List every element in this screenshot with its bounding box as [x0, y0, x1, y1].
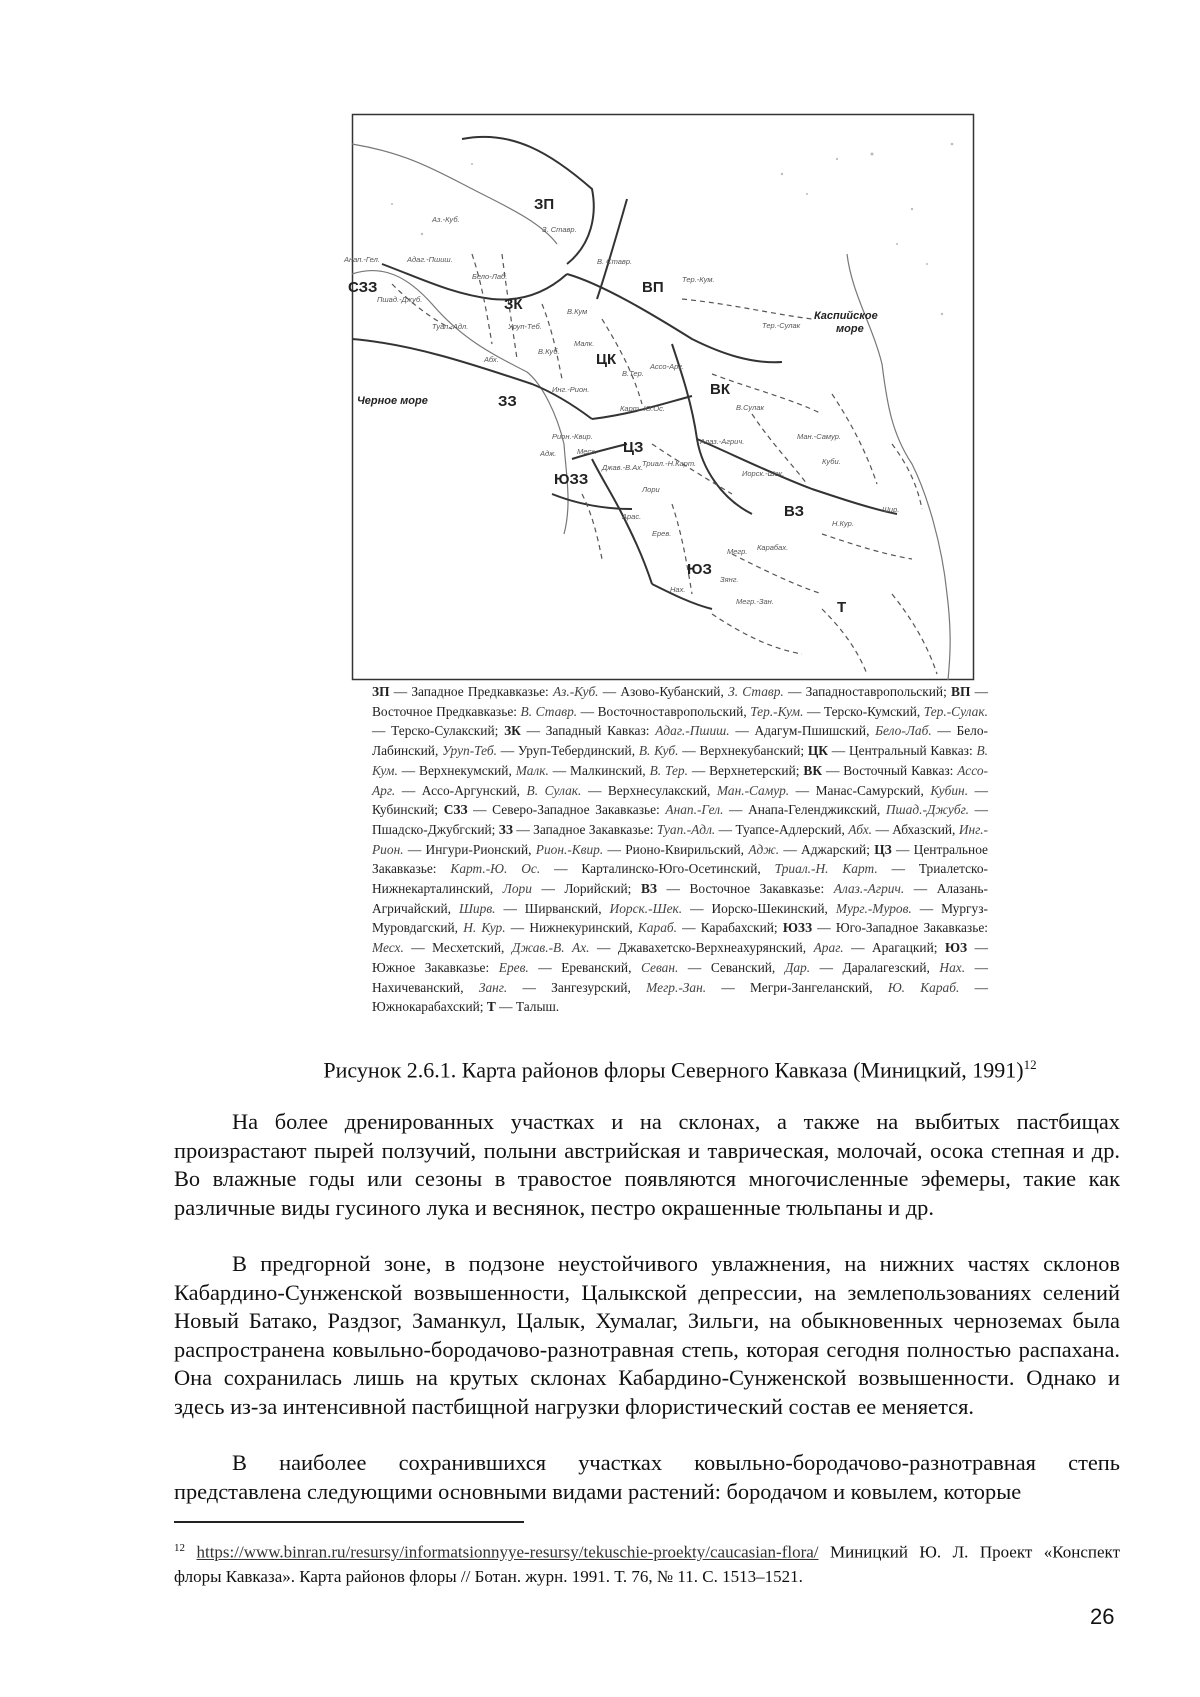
- paragraph-text: На более дренированных участках и на склонах, а также на выбитых пастбищах произрастают пырей ползучий, полыни австрийская и таврическая, молочай, осока степная и др. Во влажные годы или сезоны в травостое появляются многочисленные эфемеры, такие как различные виды гусиного лука и веснянок, пестро окрашенные тюльпаны и др.: [174, 1109, 1120, 1220]
- legend-text: — Азово-Кубанский,: [598, 684, 729, 699]
- legend-region-code: ЦЗ: [874, 841, 892, 857]
- flora-regions-map: [344, 114, 974, 680]
- legend-district-abbr: З. Ставр.: [728, 684, 784, 699]
- map-sub-label: Уруп-Теб.: [508, 322, 542, 331]
- legend-text: — Терско-Кумский,: [803, 703, 924, 719]
- map-sub-label: Месх.: [577, 447, 597, 456]
- legend-text: — Ереванский,: [528, 959, 641, 975]
- map-sub-label: З. Ставр.: [542, 225, 577, 234]
- map-sub-label: Триал.-Н.Карт.: [642, 459, 697, 468]
- legend-text: — Южное Закавказье:: [372, 940, 988, 975]
- map-sub-label: Туап.-Адл.: [432, 322, 469, 331]
- map-sub-label: Ерев.: [652, 529, 672, 538]
- legend-district-abbr: В. Тер.: [649, 762, 688, 778]
- legend-text: — Анапа-Геленджикский,: [723, 802, 886, 818]
- legend-district-abbr: Занг.: [478, 979, 508, 995]
- legend-district-abbr: Мегр.-Зан.: [646, 979, 707, 995]
- legend-text: — Мегри-Зангеланский,: [706, 979, 888, 995]
- map-sub-label: В.Сулак: [736, 403, 765, 412]
- map-label-vp: ВП: [642, 279, 664, 296]
- legend-district-abbr: Ю. Караб.: [887, 979, 960, 995]
- map-sub-label: Зянг.: [720, 575, 739, 584]
- footnote-link[interactable]: https://www.binran.ru/resursy/informatsionnyye-resursy/tekuschie-proekty/caucasian-flora/: [196, 1542, 819, 1562]
- legend-text: — Западный Кавказ:: [520, 723, 656, 739]
- legend-region-code: ЮЗЗ: [782, 920, 813, 936]
- legend-district-abbr: Месх.: [372, 940, 404, 956]
- legend-text: — Ассо-Аргунский,: [395, 782, 527, 798]
- legend-district-abbr: Иорск.-Шек.: [609, 900, 683, 916]
- map-sub-label: Аз.-Куб.: [432, 215, 460, 224]
- legend-district-abbr: Караб.: [637, 920, 677, 936]
- map-sub-label: Рион.-Квир.: [552, 432, 593, 441]
- legend-region-code: Т: [486, 999, 496, 1015]
- map-sub-label: Карабах.: [757, 543, 789, 552]
- legend-region-code: ВП: [951, 684, 971, 699]
- paragraph-text: В предгорной зоне, в подзоне неустойчивого увлажнения, на нижних частях склонов Кабардино-Сунженской возвышенности, Цалыкской депрессии, на землепользованиях селений Новый Батако, Раздзог, Заманкул, Цалык, Хумалаг, Зильги, на обыкновенных черноземах была распространена ковыльно-бородачово-разнотравная степь, которая сегодня полностью распахана. Она сохранилась лишь на крутых склонах Кабардино-Сунженской возвышенности. Однако и здесь из-за интенсивной пастбищной нагрузки флористический состав ее меняется.: [174, 1251, 1120, 1419]
- legend-text: — Уруп-Тебердинский,: [496, 743, 639, 759]
- map-label-zp: ЗП: [534, 196, 555, 213]
- legend-text: — Центральный Кавказ:: [828, 743, 977, 759]
- map-label-szz: СЗЗ: [348, 279, 378, 296]
- legend-text: — Манас-Самурский,: [789, 782, 931, 798]
- legend-text: — Даралагезский,: [810, 959, 940, 975]
- legend-text: — Восточный Кавказ:: [822, 762, 958, 778]
- map-sub-label: Тер.-Кум.: [682, 275, 715, 284]
- legend-text: — Восточное Предкавказье:: [372, 684, 989, 719]
- caption-text: Рисунок 2.6.1. Карта районов флоры Северного Кавказа (Миницкий, 1991): [323, 1057, 1024, 1083]
- legend-district-abbr: Рион.-Квир.: [535, 841, 604, 857]
- map-sub-label: Шир.: [882, 505, 900, 514]
- map-label-t: Т: [837, 599, 847, 616]
- map-sub-label: Пшад.-Джуб.: [377, 295, 423, 304]
- paragraph-text: В наиболее сохранившихся участках ковыльно-бородачово-разнотравная степь представлена следующими основными видами растений: бородачом и ковылем, которые: [174, 1450, 1120, 1504]
- legend-text: — Западное Закавказье:: [512, 821, 657, 837]
- legend-district-abbr: В. Куб.: [638, 743, 679, 759]
- legend-text: — Малкинский,: [548, 762, 650, 778]
- map-sub-label: Адж.: [540, 449, 557, 458]
- legend-district-abbr: Тер.-Сулак.: [923, 703, 988, 719]
- map-sub-label: Тер.-Сулак: [762, 321, 801, 330]
- map-sub-label: Арас.: [622, 512, 642, 521]
- map-label-yuzz: ЮЗЗ: [554, 471, 589, 488]
- legend-text: — Верхнетерский;: [687, 762, 804, 778]
- legend-text: — Юго-Западное Закавказье:: [812, 920, 988, 936]
- paragraph-2: [174, 1250, 1120, 1422]
- legend-text: — Восточное Закавказье:: [656, 881, 834, 897]
- paragraph-1: [174, 1108, 1120, 1222]
- footnote-mark: 12: [174, 1542, 185, 1554]
- legend-district-abbr: Тер.-Кум.: [750, 703, 804, 719]
- map-sub-label: Иорск.-Шек.: [742, 469, 785, 478]
- legend-region-code: ВЗ: [640, 881, 657, 897]
- legend-district-abbr: Алаз.-Агрич.: [833, 881, 905, 897]
- legend-text: — Ширванский,: [495, 900, 610, 916]
- legend-district-abbr: Абх.: [848, 821, 873, 837]
- map-sub-label: Бело-Лаб.: [472, 272, 508, 281]
- legend-district-abbr: Нах.: [939, 959, 966, 975]
- legend-text: — Северо-Западное Закавказье:: [467, 802, 666, 818]
- legend-text: — Бело-Лабинский,: [372, 723, 988, 759]
- legend-text: — Абхазский,: [872, 821, 959, 837]
- legend-text: — Пшадско-Джубгский;: [372, 802, 988, 837]
- footnote-separator: [174, 1521, 524, 1523]
- legend-text: — Туапсе-Адлерский,: [715, 821, 849, 837]
- legend-district-abbr: Севан.: [640, 959, 679, 975]
- legend-district-abbr: Адаг.-Пшиш.: [655, 723, 730, 739]
- legend-district-abbr: Араг.: [813, 940, 844, 956]
- footnote-text: Миницкий Ю. Л. Проект «Конспект флоры Кавказа». Карта районов флоры // Ботан. журн. 1991. Т. 76, № 11. С. 1513–1521.: [174, 1542, 1121, 1586]
- legend-district-abbr: В. Кум.: [372, 743, 988, 778]
- legend-text: — Восточноставропольский,: [577, 703, 751, 719]
- map-sub-label: Абх.: [484, 355, 499, 364]
- legend-district-abbr: Дар.: [784, 959, 811, 975]
- map-sub-label: В. Ставр.: [597, 257, 633, 266]
- legend-district-abbr: Джав.-В. Ах.: [511, 940, 590, 956]
- map-sub-label: В.Кум: [567, 307, 588, 316]
- legend-district-abbr: Уруп-Теб.: [442, 743, 497, 759]
- map-label-ck: ЦК: [596, 351, 617, 368]
- legend-district-abbr: Кубин.: [930, 782, 969, 798]
- map-label-zz: ЗЗ: [498, 393, 517, 410]
- map-label-caspian-sea-2: море: [836, 323, 864, 335]
- map-sub-label: Карт.-Ю.Ос.: [620, 404, 665, 413]
- legend-text: — Западноставропольский;: [783, 684, 952, 699]
- legend-text: — Джавахетско-Верхнеахурянский,: [589, 940, 814, 956]
- map-sub-label: Куби.: [822, 457, 841, 466]
- legend-text: — Терско-Сулакский;: [372, 723, 505, 739]
- legend-text: — Нахичеванский,: [372, 959, 989, 995]
- legend-text: — Алазань-Агричайский,: [372, 881, 988, 916]
- legend-text: — Адагум-Пшишский,: [729, 723, 876, 739]
- map-sub-label: Инг.-Рион.: [552, 385, 590, 394]
- map-sub-label: Н.Кур.: [832, 519, 854, 528]
- legend-text: — Иорско-Шекинский,: [682, 900, 836, 916]
- legend-text: — Арагацкий;: [843, 940, 945, 956]
- map-label-black-sea: Черное море: [357, 395, 428, 407]
- map-label-caspian-sea: Каспийское: [814, 310, 878, 322]
- map-sub-label: Мегр.: [727, 547, 748, 556]
- legend-district-abbr: Малк.: [515, 762, 549, 778]
- legend-text: — Южнокарабахский;: [372, 979, 989, 1015]
- legend-text: — Центральное Закавказье:: [372, 841, 988, 877]
- legend-text: — Аджарский;: [779, 841, 875, 857]
- legend-district-abbr: Н. Кур.: [463, 920, 506, 936]
- legend-district-abbr: Лори: [502, 881, 532, 897]
- legend-district-abbr: Мург.-Муров.: [835, 900, 912, 916]
- figure-caption: [180, 1051, 1180, 1084]
- legend-district-abbr: Ман.-Самур.: [716, 782, 790, 798]
- legend-region-code: ЗП: [372, 684, 390, 699]
- map-sub-label: Алаз.-Агрич.: [700, 437, 745, 446]
- legend-district-abbr: Пшад.-Джубг.: [885, 802, 969, 818]
- legend-text: — Севанский,: [678, 959, 785, 975]
- legend-text: — Нижнекуринский,: [505, 920, 638, 936]
- map-sub-label: Анап.-Гел.: [344, 255, 380, 264]
- legend-text: — Ингури-Рионский,: [403, 841, 536, 857]
- map-sub-label: Лори: [642, 485, 660, 494]
- map-sub-label: Ман.-Самур.: [797, 432, 841, 441]
- legend-district-abbr: Аз.-Куб.: [552, 684, 599, 699]
- legend-text: — Мургуз-Муровдагский,: [372, 900, 988, 936]
- map-label-cz: ЦЗ: [623, 439, 644, 456]
- legend-district-abbr: Бело-Лаб.: [875, 723, 932, 739]
- legend-text: — Рионо-Квирильский,: [603, 841, 749, 857]
- legend-region-code: ВК: [803, 762, 823, 778]
- legend-district-abbr: Ширв.: [458, 900, 496, 916]
- legend-text: — Карабахский;: [676, 920, 783, 936]
- map-label-zk: ЗК: [504, 296, 523, 313]
- legend-district-abbr: В. Ставр.: [520, 703, 578, 719]
- footnote: [174, 1536, 1120, 1589]
- legend-text: — Карталинско-Юго-Осетинский,: [540, 861, 775, 877]
- legend-district-abbr: Адж.: [748, 841, 780, 857]
- legend-region-code: ЗК: [504, 723, 521, 739]
- map-sub-label: Малк.: [574, 339, 595, 348]
- map-sub-label: Ассо-Арг.: [650, 362, 685, 371]
- legend-region-code: ЮЗ: [944, 940, 968, 956]
- legend-region-code: СЗЗ: [443, 802, 468, 818]
- map-sub-label: Джав.-В.Ах.: [602, 463, 644, 472]
- legend-district-abbr: Карт.-Ю. Ос.: [450, 861, 541, 877]
- map-label-vz: ВЗ: [784, 503, 805, 520]
- map-drawing: [344, 114, 974, 680]
- caption-footnote-ref[interactable]: 12: [1023, 1057, 1037, 1072]
- page-number: 26: [1090, 1604, 1115, 1629]
- legend-region-code: ЦК: [807, 743, 829, 759]
- map-sub-label: В.Куб.: [538, 347, 560, 356]
- legend-text: — Кубинский;: [372, 782, 988, 818]
- map-sub-label: Мегр.-Зан.: [736, 597, 774, 606]
- legend-text: — Талыш.: [495, 999, 560, 1015]
- legend-text: — Лорийский;: [531, 881, 641, 897]
- legend-region-code: ЗЗ: [498, 821, 513, 837]
- legend-district-abbr: Инг.-Рион.: [372, 821, 988, 857]
- legend-district-abbr: В. Сулак.: [526, 782, 582, 798]
- legend-district-abbr: Ерев.: [498, 959, 529, 975]
- paragraph-3: [174, 1449, 1120, 1506]
- legend-text: — Триалетско-Нижнекарталинский,: [372, 861, 989, 897]
- map-sub-label: Адаг.-Пшиш.: [407, 255, 453, 264]
- map-sub-label: Нах.: [670, 585, 686, 594]
- legend-text: — Верхнекубанский;: [678, 743, 808, 759]
- legend-text: — Верхнесулакский,: [581, 782, 717, 798]
- map-label-yuz: ЮЗ: [687, 561, 712, 578]
- map-legend: [372, 682, 988, 1017]
- map-label-vk: ВК: [710, 381, 730, 398]
- map-sub-label: В.Тер.: [622, 369, 644, 378]
- legend-district-abbr: Ассо-Арг.: [372, 762, 988, 798]
- legend-text: — Зангезурский,: [507, 979, 647, 995]
- legend-text: — Верхнекумский,: [397, 762, 516, 778]
- legend-text: — Месхетский,: [403, 940, 512, 956]
- legend-district-abbr: Туап.-Адл.: [656, 821, 716, 837]
- legend-text: — Западное Предкавказье:: [389, 684, 553, 699]
- legend-district-abbr: Анап.-Гел.: [665, 802, 724, 818]
- legend-district-abbr: Триал.-Н. Карт.: [774, 861, 878, 877]
